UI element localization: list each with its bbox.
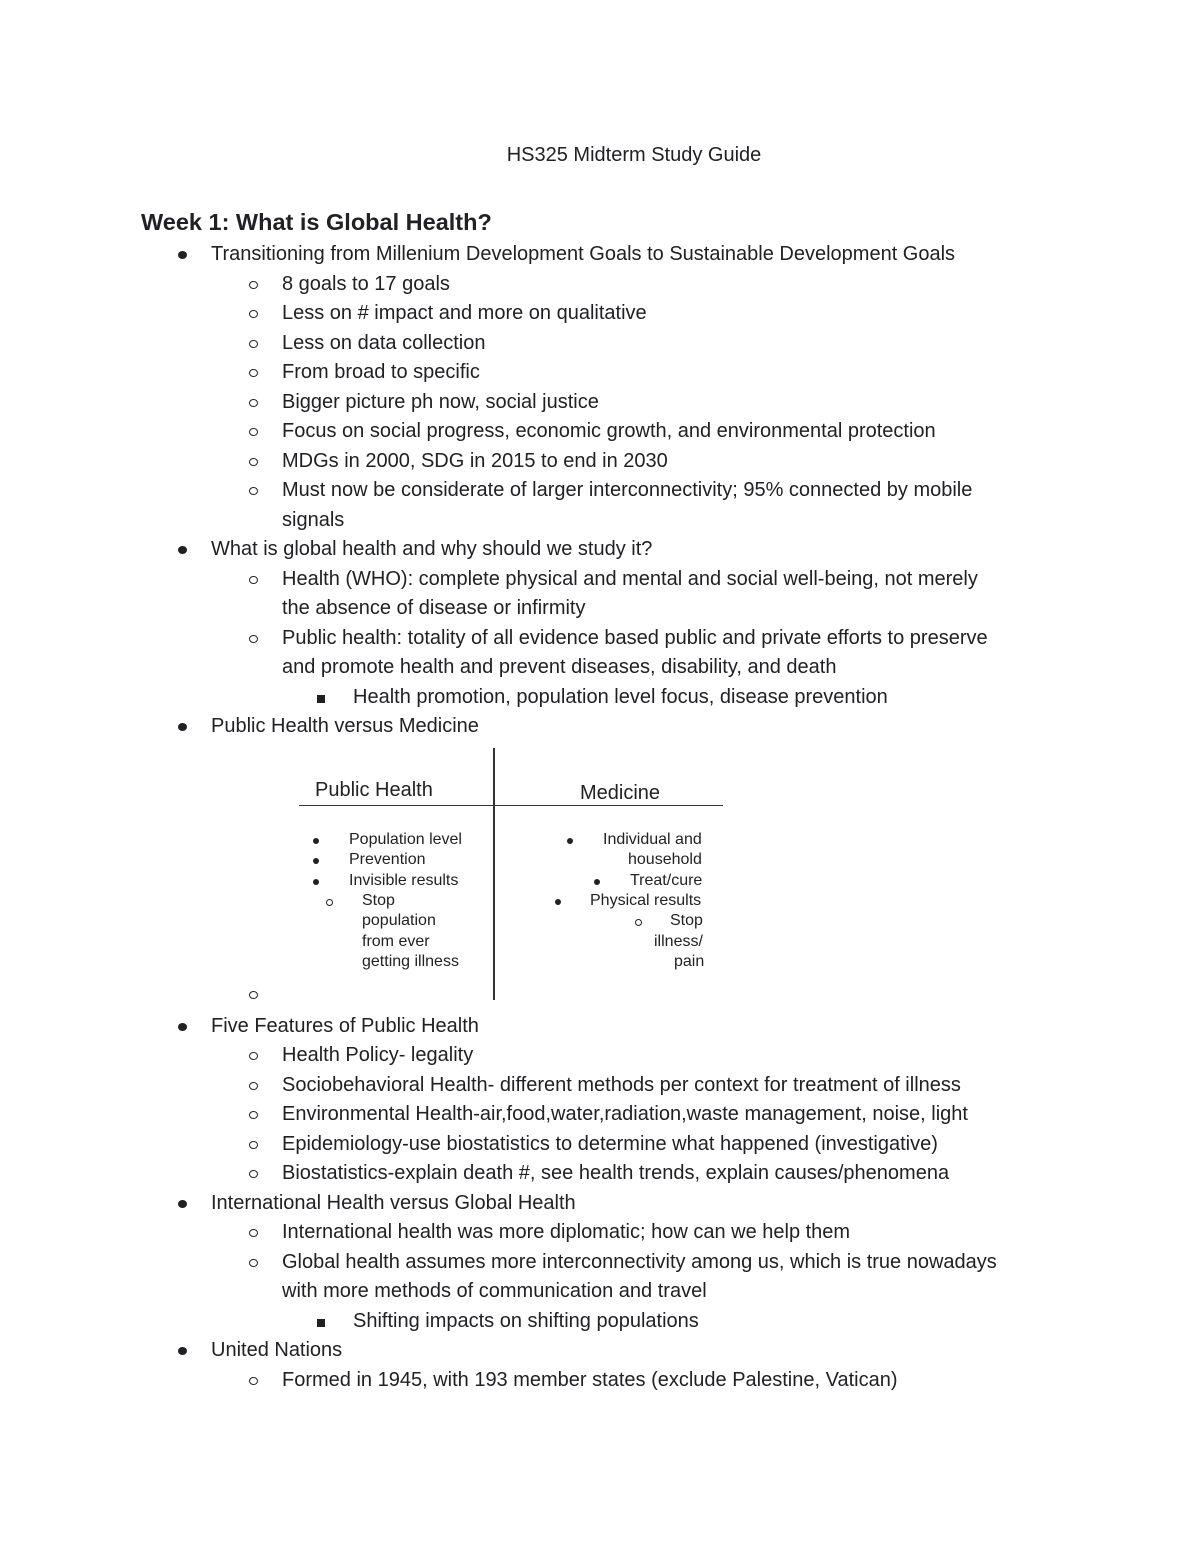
figure-divider-vertical [493, 748, 495, 1000]
comparison-figure [0, 742, 1200, 1012]
list-item: Public health: totality of all evidence based public and private efforts to preserve [0, 624, 1200, 654]
list-item: 8 goals to 17 goals [0, 270, 1200, 300]
figure-divider-horizontal [299, 805, 723, 807]
list-item: Health (WHO): complete physical and mental and social well-being, not merely [0, 565, 1200, 595]
list-item: Shifting impacts on shifting populations [0, 1307, 1200, 1337]
hollow-bullet-icon [249, 281, 258, 289]
hollow-bullet-icon [249, 1082, 258, 1090]
list-item: MDGs in 2000, SDG in 2015 to end in 2030 [0, 447, 1200, 477]
figure-item: Invisible results [349, 871, 459, 889]
list-item: Sociobehavioral Health- different methods per context for treatment of illness [0, 1071, 1200, 1101]
figure-header-public-health: Public Health [315, 778, 433, 801]
figure-item: getting illness [362, 953, 459, 970]
hollow-bullet-icon [249, 991, 258, 999]
hollow-bullet-icon [249, 635, 258, 643]
list-item: International Health versus Global Health [0, 1189, 1200, 1219]
hollow-bullet-icon [249, 428, 258, 436]
figure-item: Treat/cure [630, 871, 703, 889]
figure-item: from ever [362, 932, 430, 950]
hollow-bullet-icon [249, 487, 258, 495]
list-item: United Nations [0, 1336, 1200, 1366]
square-bullet-icon [317, 1319, 325, 1327]
hollow-bullet-icon [249, 1377, 258, 1385]
list-item: Epidemiology-use biostatistics to determine what happened (investigative) [0, 1130, 1200, 1160]
list-item: Health Policy- legality [0, 1041, 1200, 1071]
hollow-bullet-icon [249, 1229, 258, 1237]
figure-header-medicine: Medicine [580, 781, 661, 804]
filled-bullet-icon [178, 1347, 187, 1355]
figure-item: Population level [349, 830, 462, 848]
list-item: Transitioning from Millenium Development Goals to Sustainable Development Goals [0, 240, 1200, 270]
filled-bullet-icon [178, 723, 187, 731]
filled-bullet-icon [313, 838, 319, 844]
figure-item: Physical results [590, 891, 702, 909]
list-item: Less on data collection [0, 329, 1200, 359]
hollow-bullet-icon [249, 576, 258, 584]
hollow-bullet-icon [249, 1052, 258, 1060]
figure-item: population [362, 912, 436, 929]
hollow-bullet-icon [249, 340, 258, 348]
hollow-bullet-icon [249, 1259, 258, 1267]
list-item: Environmental Health-air,food,water,radiation,waste management, noise, light [0, 1100, 1200, 1130]
hollow-bullet-icon [249, 1111, 258, 1119]
figure-item: Prevention [349, 850, 426, 868]
list-item: From broad to specific [0, 358, 1200, 388]
figure-item: illness/ [654, 932, 703, 950]
list-item: Less on # impact and more on qualitative [0, 299, 1200, 329]
list-item: Global health assumes more interconnectivity among us, which is true nowadays [0, 1248, 1200, 1278]
filled-bullet-icon [555, 899, 561, 905]
filled-bullet-icon [313, 858, 319, 864]
document-title: HS325 Midterm Study Guide [506, 144, 762, 166]
figure-item: Individual and [603, 830, 702, 848]
hollow-bullet-icon [249, 1170, 258, 1178]
filled-bullet-icon [178, 546, 187, 554]
list-item: What is global health and why should we study it? [0, 535, 1200, 565]
hollow-bullet-icon [249, 458, 258, 466]
list-item: Must now be considerate of larger interconnectivity; 95% connected by mobile [0, 476, 1200, 506]
square-bullet-icon [317, 695, 325, 703]
hollow-bullet-icon [326, 899, 333, 906]
list-item: Formed in 1945, with 193 member states (exclude Palestine, Vatican) [0, 1366, 1200, 1396]
list-item-continuation: and promote health and prevent diseases, disability, and death [282, 656, 837, 678]
filled-bullet-icon [313, 879, 319, 885]
list-item: Health promotion, population level focus, disease prevention [0, 683, 1200, 713]
list-item: Public Health versus Medicine [0, 712, 1200, 742]
week-heading: Week 1: What is Global Health? [141, 209, 492, 235]
filled-bullet-icon [178, 251, 187, 259]
figure-item: Stop [670, 912, 703, 929]
list-item: International health was more diplomatic; how can we help them [0, 1218, 1200, 1248]
document-body [0, 240, 1200, 1395]
list-item-continuation: signals [282, 508, 345, 531]
filled-bullet-icon [567, 838, 573, 844]
hollow-bullet-icon [249, 310, 258, 318]
list-item-continuation: the absence of disease or infirmity [282, 597, 586, 619]
filled-bullet-icon [594, 879, 600, 885]
hollow-bullet-icon [249, 369, 258, 377]
figure-item: pain [674, 953, 705, 970]
list-item: Focus on social progress, economic growth, and environmental protection [0, 417, 1200, 447]
filled-bullet-icon [178, 1023, 187, 1031]
hollow-bullet-icon [249, 399, 258, 407]
hollow-bullet-icon [635, 919, 642, 926]
filled-bullet-icon [178, 1200, 187, 1208]
list-item-continuation: with more methods of communication and travel [282, 1280, 707, 1302]
figure-item: Stop [362, 891, 395, 909]
list-item: Biostatistics-explain death #, see health trends, explain causes/phenomena [0, 1159, 1200, 1189]
hollow-bullet-icon [249, 1141, 258, 1149]
list-item: Five Features of Public Health [0, 1012, 1200, 1042]
list-item: Bigger picture ph now, social justice [0, 388, 1200, 418]
figure-item: household [628, 850, 702, 868]
